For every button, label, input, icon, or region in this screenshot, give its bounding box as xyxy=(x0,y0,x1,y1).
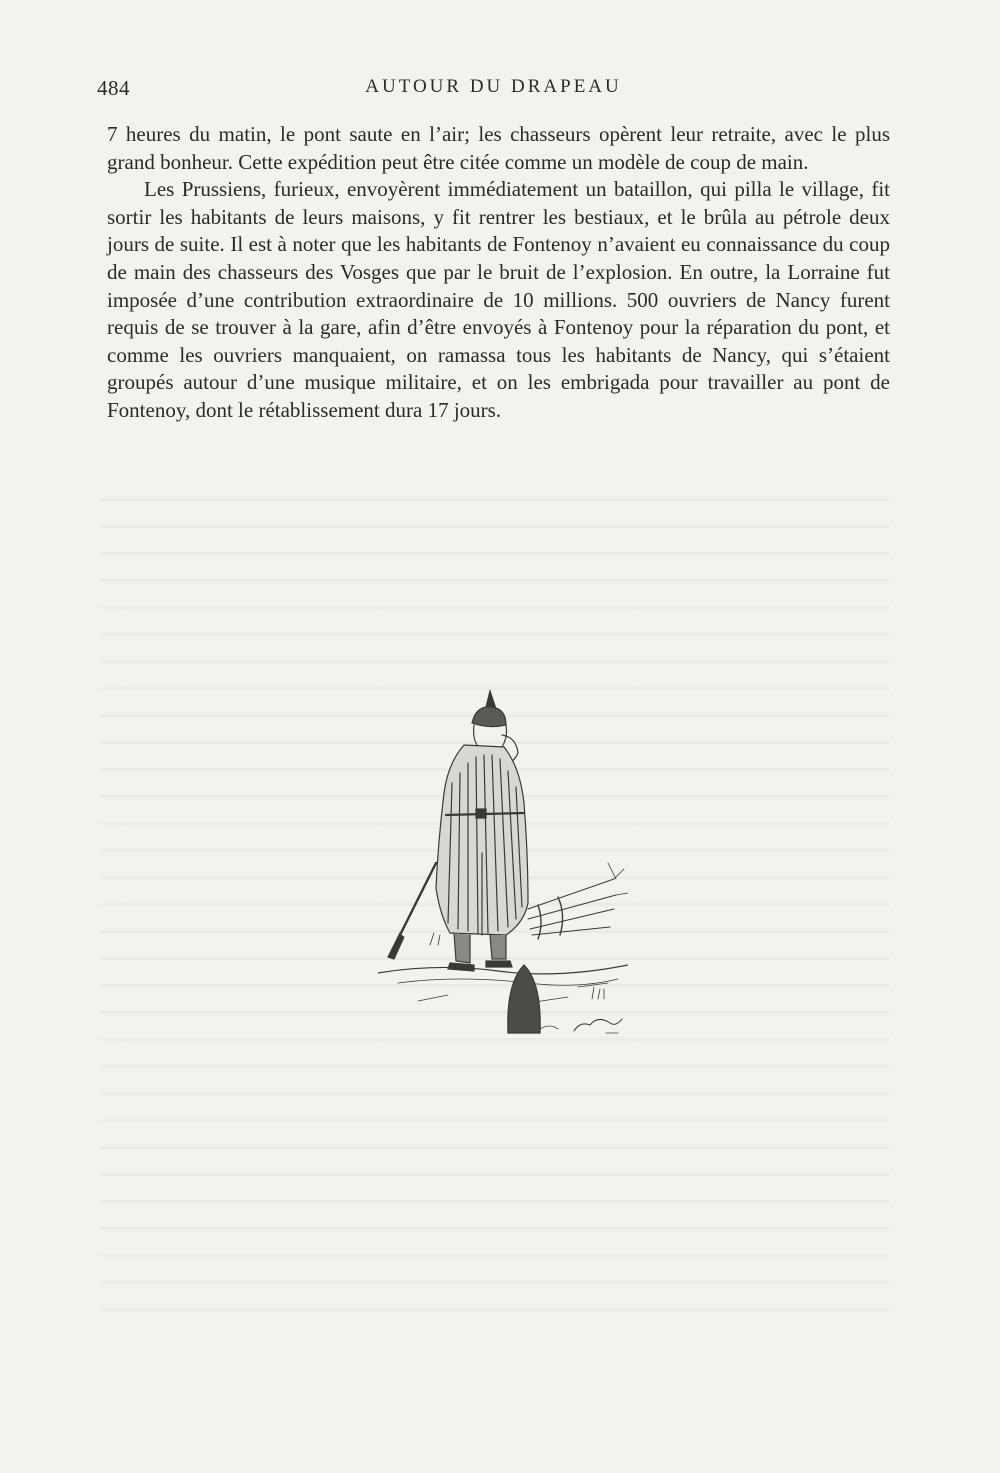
paragraph-continued: 7 heures du matin, le pont saute en l’air; les chasseurs opèrent leur retraite, avec le plus grand bonheur. Cette expédition peut être citée comme un modèle de coup de main. xyxy=(107,122,890,174)
book-title: AUTOUR DU DRAPEAU xyxy=(365,76,622,97)
body-text xyxy=(107,121,890,425)
running-head xyxy=(97,76,890,106)
soldier-illustration xyxy=(378,683,628,1043)
paragraph: Les Prussiens, furieux, envoyèrent immédiatement un bataillon, qui pilla le village, fit sortir les habitants de leurs maisons, y fit rentrer les bestiaux, et le brûla au pétrole deux jours de suite. Il est à noter que les habitants de Fontenoy n’avaient eu connaissance du coup de main des chasseurs des Vosges que par le bruit de l’explosion. En outre, la Lorraine fut imposée d’une contribution extraordinaire de 10 millions. 500 ouvriers de Nancy furent requis de se trouver à la gare, afin d’être envoyés à Fontenoy pour la réparation du pont, et comme les ouvriers manquaient, on ramassa tous les habitants de Nancy, qui s’étaient groupés autour d’une musique militaire, et on les embrigada pour travailler au pont de Fontenoy, dont le rétablissement dura 17 jours. xyxy=(107,177,890,422)
page-number: 484 xyxy=(97,76,130,100)
soldier-engraving xyxy=(378,683,628,1043)
